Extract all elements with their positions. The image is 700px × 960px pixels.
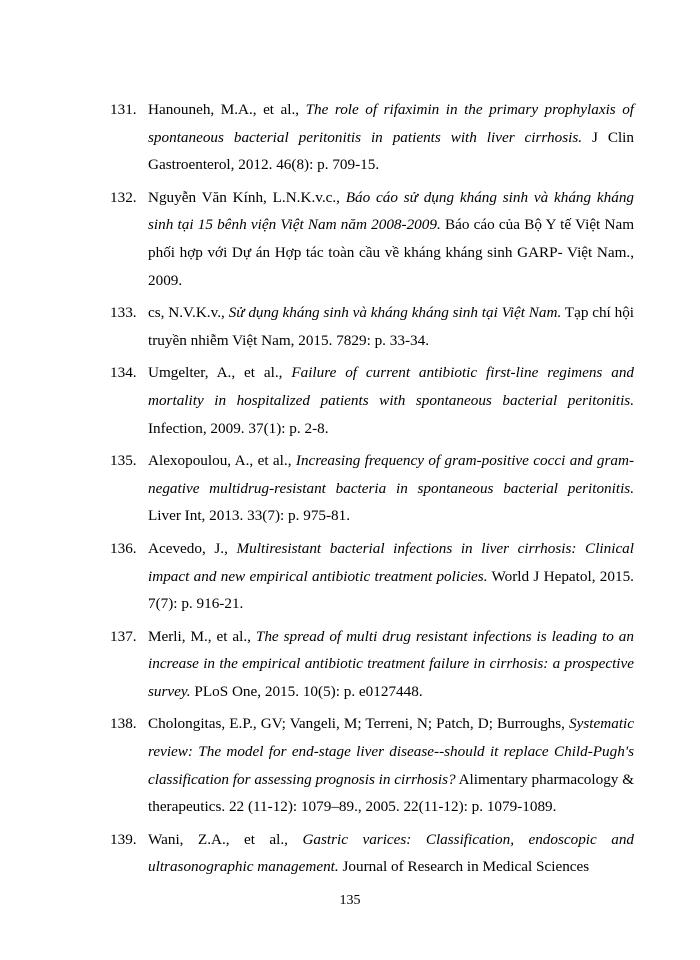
- reference-source: World J Hepatol, 2015. 7(7): p. 916-21.: [148, 567, 634, 613]
- reference-item: [110, 535, 634, 618]
- reference-number: 132.: [110, 188, 137, 206]
- reference-title: Systematic review: The model for end-stage liver disease--should it replace Child-Pugh's classification for assessing prognosis in cirrhosis?: [148, 715, 634, 788]
- reference-source: PLoS One, 2015. 10(5): p. e0127448.: [194, 682, 423, 700]
- reference-number: 131.: [110, 101, 137, 118]
- reference-authors: Acevedo, J.,: [148, 539, 228, 557]
- reference-source: Alimentary pharmacology & therapeutics. 22 (11-12): 1079–89., 2005. 22(11-12): p. 1079-1089.: [148, 770, 635, 816]
- reference-item: [110, 826, 634, 881]
- reference-source: Journal of Research in Medical Sciences: [342, 858, 590, 876]
- reference-title: The spread of multi drug resistant infections is leading to an increase in the empirical antibiotic treatment failure in cirrhosis: a prospective survey.: [148, 627, 634, 700]
- reference-title: Failure of current antibiotic first-line regimens and mortality in hospitalized patients with spontaneous bacterial peritonitis.: [148, 364, 635, 409]
- reference-number: 139.: [110, 830, 137, 848]
- reference-item: [110, 623, 634, 706]
- reference-authors: Cholongitas, E.P., GV; Vangeli, M; Terreni, N; Patch, D; Burroughs,: [148, 715, 565, 733]
- reference-item: [110, 96, 634, 179]
- reference-source: Infection, 2009. 37(1): p. 2-8.: [148, 419, 329, 437]
- reference-authors: Merli, M., et al.,: [148, 627, 251, 645]
- reference-source: J Clin Gastroenterol, 2012. 46(8): p. 709-15.: [148, 128, 634, 174]
- page-number: 135: [339, 893, 361, 908]
- reference-authors: cs, N.V.K.v.,: [148, 304, 225, 322]
- reference-source: Báo cáo của Bộ Y tế Việt Nam phối hợp với Dự án Hợp tác toàn cầu về kháng kháng sinh GARP- Việt Nam., 2009.: [148, 216, 635, 289]
- reference-authors: Hanouneh, M.A., et al.,: [148, 101, 300, 118]
- reference-item: [110, 447, 634, 530]
- reference-authors: Alexopoulou, A., et al.,: [148, 452, 292, 470]
- reference-number: 133.: [110, 304, 137, 322]
- reference-title: The role of rifaximin in the primary prophylaxis of spontaneous bacterial peritonitis in patients with liver cirrhosis.: [148, 101, 635, 146]
- reference-item: [110, 184, 634, 294]
- reference-number: 137.: [110, 627, 137, 645]
- reference-item: [110, 299, 634, 354]
- reference-authors: Nguyễn Văn Kính, L.N.K.v.c.,: [148, 188, 340, 206]
- reference-number: 135.: [110, 452, 137, 470]
- reference-title: Multiresistant bacterial infections in liver cirrhosis: Clinical impact and new empirical antibiotic treatment policies.: [148, 539, 634, 585]
- reference-item: [110, 710, 634, 820]
- reference-number: 138.: [110, 715, 137, 733]
- reference-title: Gastric varices: Classification, endoscopic and ultrasonographic management.: [148, 830, 635, 876]
- reference-source: Tạp chí hội truyền nhiễm Việt Nam, 2015. 7829: p. 33-34.: [148, 304, 635, 349]
- reference-list: [110, 96, 634, 886]
- reference-title: Increasing frequency of gram-positive cocci and gram-negative multidrug-resistant bacteria in spontaneous bacterial peritonitis.: [148, 452, 635, 497]
- reference-source: Liver Int, 2013. 33(7): p. 975-81.: [148, 507, 351, 525]
- reference-title: Sử dụng kháng sinh và kháng kháng sinh tại Việt Nam.: [228, 304, 562, 322]
- reference-number: 136.: [110, 539, 137, 557]
- reference-title: Báo cáo sử dụng kháng sinh và kháng kháng sinh tại 15 bênh viện Việt Nam năm 2008-2009.: [148, 188, 635, 234]
- reference-authors: Umgelter, A., et al.,: [148, 364, 283, 382]
- reference-item: [110, 359, 634, 442]
- reference-authors: Wani, Z.A., et al.,: [148, 830, 288, 848]
- reference-number: 134.: [110, 364, 137, 382]
